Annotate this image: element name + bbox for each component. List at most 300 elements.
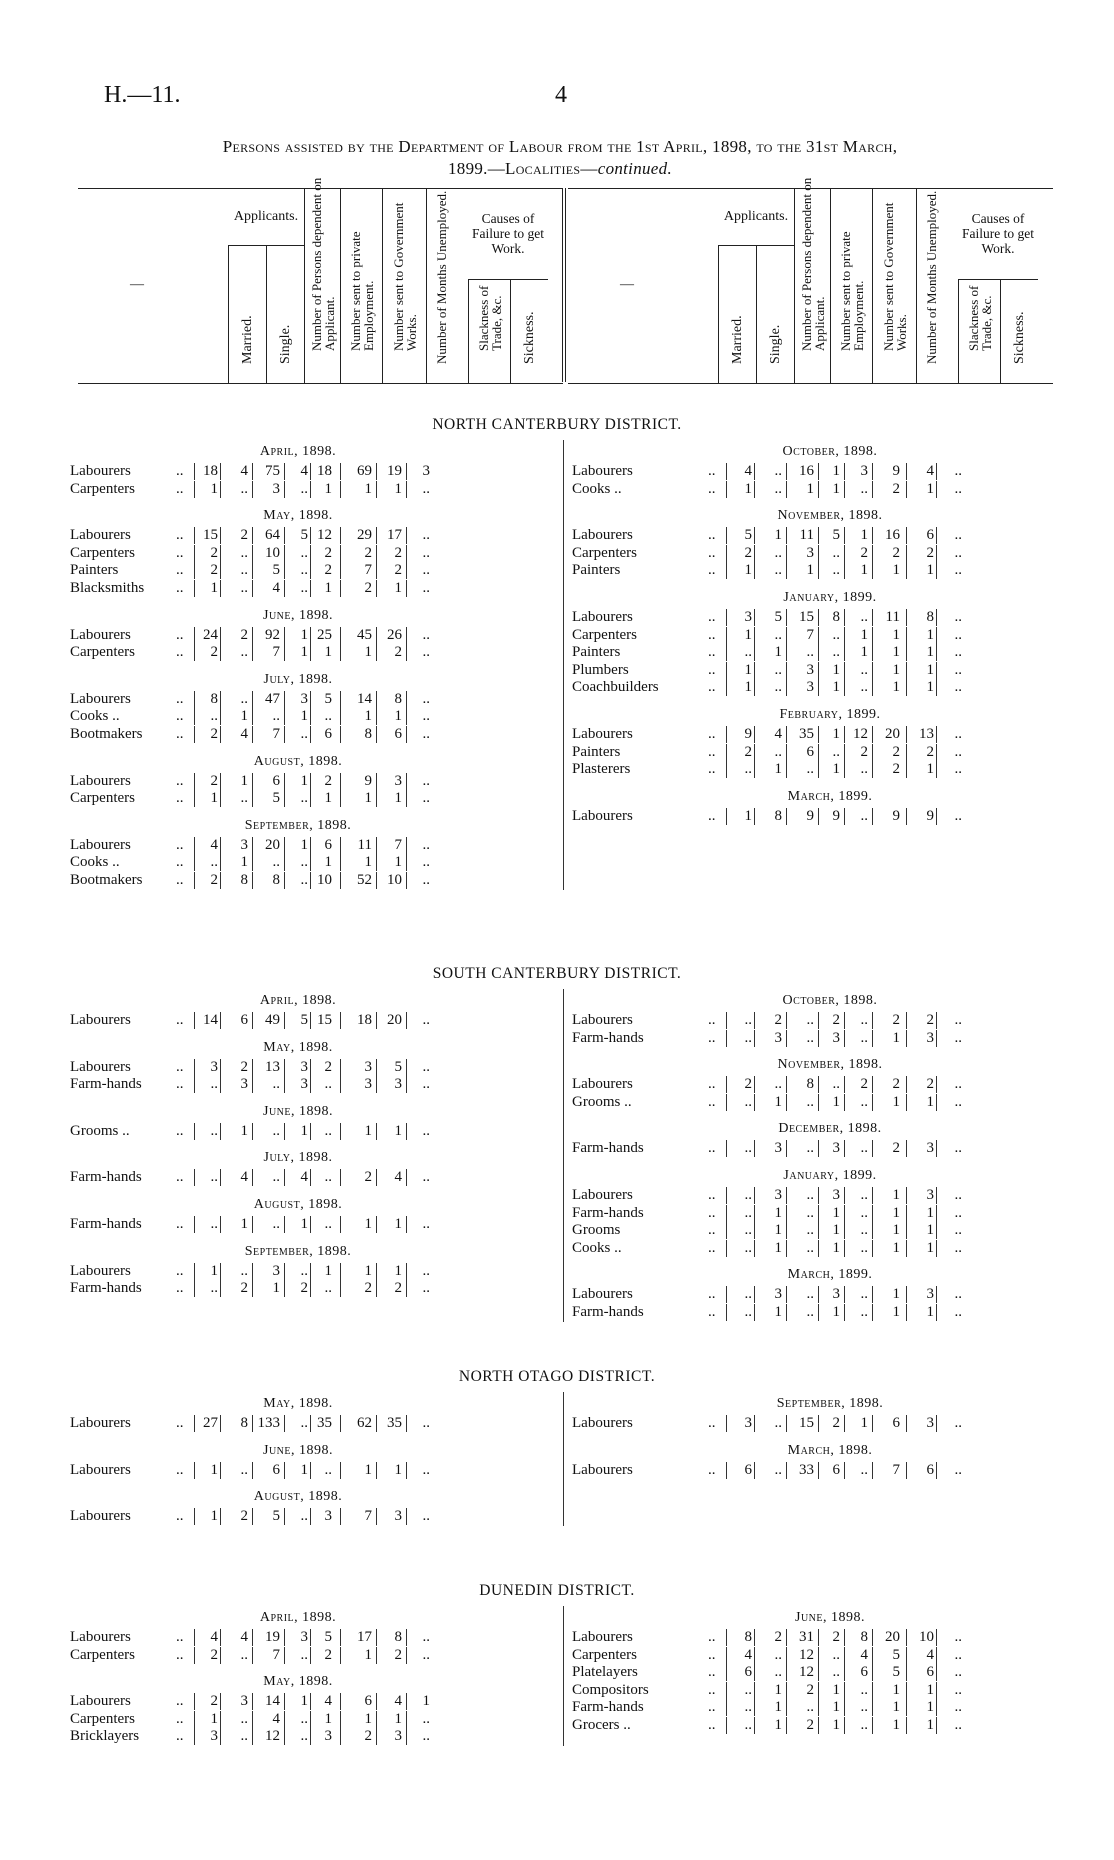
cell-rule [844,1286,845,1303]
cell-rule [818,1187,819,1204]
cell-rule [818,1094,819,1111]
cell-value: 4 [300,1169,308,1186]
cell-value: .. [954,644,962,661]
leader-dots: .. [176,836,184,853]
cell-value: 15 [203,527,218,544]
cell-rule [376,1693,377,1710]
column-separator [563,1392,564,1526]
cell-rule [786,1140,787,1157]
month-heading: April, 1898. [259,444,337,459]
cell-rule [872,744,873,761]
leader-dots: .. [708,1664,716,1681]
row-rule [726,1647,727,1664]
cell-value: .. [422,562,430,579]
cell-rule [406,463,407,480]
leader-dots: .. [176,1693,184,1710]
table-row [572,627,1042,644]
cell-rule [340,726,341,743]
month-heading: March, 1899. [787,1267,873,1283]
cell-value: 1 [394,1710,402,1727]
cell-rule [872,1012,873,1029]
occupation-label: Labourers [70,1262,131,1279]
cell-rule [936,726,937,743]
table-row [572,1462,1042,1479]
cell-rule [310,562,311,579]
cell-rule [252,837,253,854]
cell-rule [220,872,221,889]
cell-rule [872,562,873,579]
cell-rule [310,1693,311,1710]
cell-rule [936,1222,937,1239]
cell-value: .. [422,1646,430,1663]
cell-value: 8 [240,872,248,888]
cell-value: 1 [364,644,372,661]
cell-value: 8 [806,1076,814,1093]
leader-dots: .. [176,1280,184,1297]
row-rule [726,1240,727,1257]
cell-rule [754,679,755,696]
cell-rule [936,463,937,480]
table-row [70,580,540,597]
cell-value: .. [210,1122,218,1139]
leader-dots: .. [708,609,716,625]
cell-value: 4 [744,463,752,479]
cell-value: 17 [357,1629,372,1645]
occupation-label: Plasterers [572,761,631,778]
leader-dots: .. [176,1058,184,1075]
table-row [70,726,540,743]
cell-rule [754,1699,755,1716]
table-row [70,463,540,480]
cell-rule [252,627,253,644]
occupation-label: Bootmakers [70,726,143,742]
cell-rule [936,644,937,661]
cell-rule [220,790,221,807]
header-col-label: Number of Months Unemployed. [434,190,449,364]
cell-value: .. [954,463,962,479]
cell-value: .. [744,1286,752,1303]
cell-rule [284,872,285,889]
cell-rule [284,1059,285,1076]
column-separator [563,989,564,1322]
month-heading: May, 1898. [263,1674,333,1690]
cell-rule [310,627,311,644]
month-heading: June, 1898. [263,607,333,623]
occupation-label: Farm-hands [70,1076,142,1093]
cell-value: 1 [832,1717,840,1733]
occupation-label: Labourers [572,807,633,824]
cell-value: 3 [240,1693,248,1710]
cell-value: .. [860,1681,868,1698]
cell-value: .. [240,690,248,707]
table-row [70,562,540,579]
cell-rule [786,644,787,661]
month-heading: April, 1898. [259,1610,337,1625]
table-row [70,1508,540,1525]
cell-rule [284,1647,285,1664]
cell-rule [844,726,845,743]
cell-rule [906,1012,907,1029]
cell-value: .. [860,609,868,625]
cell-value: .. [422,1012,430,1028]
cell-rule [906,1415,907,1432]
table-row [572,679,1042,696]
cell-rule [786,1094,787,1111]
occupation-label: Farm-hands [70,1280,142,1297]
cell-value: .. [774,626,782,643]
cell-value: .. [774,1664,782,1681]
cell-value: 4 [324,1693,332,1710]
cell-value: 33 [799,1461,814,1478]
leader-dots: .. [176,1728,184,1745]
header-col-label: Sickness. [522,311,537,364]
cell-value: 3 [272,480,280,497]
table-row [70,854,540,871]
cell-value: 1 [210,480,218,497]
cell-rule [376,627,377,644]
cell-rule [818,1286,819,1303]
cell-rule [786,527,787,544]
cell-value: 1 [926,1304,934,1320]
leader-dots: .. [176,772,184,789]
cell-value: 1 [744,480,752,497]
cell-value: 1 [892,1286,900,1303]
cell-rule [376,644,377,661]
occupation-label: Labourers [572,1187,633,1203]
cell-rule [818,562,819,579]
cell-value: 6 [926,1664,934,1681]
cell-rule [284,562,285,579]
cell-value: .. [954,562,962,579]
cell-rule [220,726,221,743]
cell-value: 29 [357,527,372,544]
cell-value: 4 [210,1629,218,1645]
cell-value: 12 [853,726,868,742]
cell-rule [786,1240,787,1257]
cell-value: .. [954,1140,962,1157]
cell-value: 12 [799,1664,814,1681]
cell-value: .. [806,644,814,661]
cell-rule [376,773,377,790]
cell-value: 133 [257,1415,280,1431]
cell-rule [936,527,937,544]
cell-value: 8 [272,872,280,888]
occupation-label: Cooks .. [572,480,622,497]
cell-value: 9 [364,772,372,789]
cell-rule [220,627,221,644]
cell-rule [872,1415,873,1432]
cell-value: 2 [324,772,332,789]
cell-rule [936,1205,937,1222]
cell-rule [406,1169,407,1186]
cell-rule [906,1304,907,1321]
cell-rule [310,1728,311,1745]
cell-value: 1 [832,679,840,696]
cell-value: .. [422,1262,430,1279]
cell-rule [310,1508,311,1525]
cell-rule [406,1508,407,1525]
cell-rule [872,808,873,825]
cell-value: 3 [774,1140,782,1157]
cell-value: .. [954,661,962,678]
cell-value: .. [300,1710,308,1727]
cell-rule [754,1205,755,1222]
cell-rule [252,1263,253,1280]
cell-rule [284,1123,285,1140]
cell-rule [252,1647,253,1664]
table-row [572,1030,1042,1047]
header-col-label: Number of Persons dependent on Applicant. [799,177,827,351]
cell-rule [786,744,787,761]
cell-rule [844,1076,845,1093]
cell-value: 19 [265,1629,280,1645]
cell-value: 6 [240,1012,248,1028]
cell-rule [872,1699,873,1716]
cell-value: 1 [860,562,868,579]
cell-value: .. [324,708,332,725]
leader-dots: .. [708,1304,716,1320]
cell-rule [844,1140,845,1157]
occupation-label: Cooks .. [572,1239,622,1256]
cell-value: 12 [799,1646,814,1663]
cell-value: .. [422,872,430,888]
cell-rule [376,1728,377,1745]
cell-value: .. [832,743,840,760]
cell-rule [844,545,845,562]
cell-value: 4 [744,1646,752,1663]
cell-rule [310,1462,311,1479]
row-rule [726,1462,727,1479]
cell-rule [252,1629,253,1646]
row-rule [726,761,727,778]
month-heading: July, 1898. [263,1150,333,1166]
cell-value: 1 [744,661,752,678]
cell-rule [786,1629,787,1646]
cell-value: 8 [926,609,934,625]
cell-rule [376,1059,377,1076]
cell-value: 1 [860,1415,868,1431]
cell-value: 1 [394,790,402,807]
cell-rule [786,1205,787,1222]
cell-value: 1 [892,1681,900,1698]
cell-value: .. [422,1508,430,1525]
cell-value: .. [744,1012,752,1028]
cell-value: 1 [210,1461,218,1478]
occupation-label: Farm-hands [572,1304,644,1320]
cell-rule [406,1647,407,1664]
occupation-label: Farm-hands [70,1216,142,1232]
cell-value: 1 [926,1681,934,1698]
cell-rule [252,527,253,544]
cell-rule [872,644,873,661]
header-col-label: Married. [730,315,745,364]
cell-rule [906,627,907,644]
leader-dots: .. [708,743,716,760]
cell-rule [310,1123,311,1140]
cell-value: .. [832,1664,840,1681]
cell-value: .. [324,1216,332,1232]
district-title: SOUTH CANTERBURY DISTRICT. [432,965,682,982]
cell-rule [906,808,907,825]
cell-value: 3 [806,661,814,678]
cell-rule [754,1012,755,1029]
cell-value: 62 [357,1415,372,1431]
cell-value: 1 [892,1699,900,1716]
cell-rule [786,562,787,579]
cell-value: 10 [317,872,332,888]
cell-value: .. [300,872,308,888]
leader-dots: .. [176,854,184,871]
cell-rule [340,773,341,790]
cell-value: .. [300,1508,308,1525]
cell-value: 2 [892,544,900,561]
cell-value: 18 [203,463,218,479]
cell-rule [406,854,407,871]
cell-value: 3 [832,1286,840,1303]
cell-rule [844,761,845,778]
cell-rule [936,1076,937,1093]
cell-value: 35 [387,1415,402,1431]
cell-rule [906,662,907,679]
table-row [572,726,1042,743]
cell-rule [376,1169,377,1186]
cell-value: 5 [300,527,308,544]
cell-value: 12 [265,1728,280,1745]
cell-rule [220,691,221,708]
cell-rule [786,1286,787,1303]
cell-rule [406,1629,407,1646]
occupation-label: Labourers [70,836,131,853]
cell-value: 1 [272,1280,280,1297]
cell-value: 1 [774,761,782,778]
cell-rule [844,1664,845,1681]
cell-rule [406,708,407,725]
cell-rule [310,545,311,562]
cell-value: .. [240,790,248,807]
leader-dots: .. [708,1204,716,1221]
cell-rule [844,662,845,679]
cell-value: 13 [919,726,934,742]
cell-value: 11 [799,527,814,544]
cell-value: 4 [272,580,280,596]
cell-rule [754,1629,755,1646]
cell-value: 2 [926,1076,934,1093]
cell-rule [906,1462,907,1479]
cell-value: 6 [926,527,934,544]
cell-rule [906,463,907,480]
cell-rule [340,481,341,498]
cell-rule [906,562,907,579]
cell-rule [936,1094,937,1111]
cell-rule [406,481,407,498]
cell-rule [936,481,937,498]
cell-value: 2 [210,772,218,789]
cell-rule [284,726,285,743]
cell-value: 2 [926,544,934,561]
cell-rule [406,1693,407,1710]
cell-rule [220,463,221,480]
cell-rule [310,854,311,871]
page-ref: H.—11. [104,82,181,108]
cell-value: 1 [892,1187,900,1203]
cell-rule [818,1462,819,1479]
table-row [70,773,540,790]
cell-rule [786,1012,787,1029]
cell-value: .. [240,1262,248,1279]
cell-rule [252,708,253,725]
occupation-label: Labourers [70,1629,131,1645]
cell-rule [284,1728,285,1745]
cell-value: 12 [317,527,332,544]
cell-rule [936,808,937,825]
column-separator [563,440,564,890]
cell-rule [936,1699,937,1716]
header-col-4 [830,189,873,383]
cell-value: .. [272,1122,280,1139]
occupation-label: Labourers [70,463,131,479]
cell-rule [844,463,845,480]
cell-value: 1 [832,661,840,678]
cell-rule [376,691,377,708]
cell-value: 3 [832,1140,840,1157]
cell-value: 1 [240,1216,248,1232]
cell-rule [906,1647,907,1664]
cell-value: 1 [300,1461,308,1478]
district-title: NORTH OTAGO DISTRICT. [458,1368,656,1385]
table-row [70,1059,540,1076]
cell-value: 1 [892,626,900,643]
month-heading: March, 1898. [787,1442,873,1458]
cell-rule [406,726,407,743]
cell-rule [844,644,845,661]
cell-value: .. [324,1461,332,1478]
occupation-label: Labourers [572,1415,633,1431]
cell-rule [284,481,285,498]
cell-rule [310,691,311,708]
cell-value: 7 [892,1461,900,1478]
cell-value: 1 [832,1093,840,1110]
cell-rule [340,580,341,597]
cell-rule [818,1076,819,1093]
cell-rule [252,1280,253,1297]
cell-rule [936,1286,937,1303]
cell-rule [906,726,907,743]
cell-rule [284,1263,285,1280]
cell-value: .. [954,1646,962,1663]
cell-rule [936,1664,937,1681]
cell-value: 1 [892,1239,900,1256]
cell-rule [310,837,311,854]
leader-dots: .. [708,463,716,479]
cell-value: .. [954,1076,962,1093]
cell-rule [872,1076,873,1093]
cell-value: 7 [806,626,814,643]
cell-value: .. [954,1699,962,1716]
cell-value: .. [774,463,782,479]
leader-dots: .. [708,1415,716,1431]
cell-rule [340,1169,341,1186]
cell-value: 1 [364,1122,372,1139]
leader-dots: .. [708,726,716,742]
occupation-label: Bootmakers [70,872,143,888]
cell-value: .. [860,661,868,678]
table-row [572,744,1042,761]
cell-value: 3 [272,1262,280,1279]
cell-value: 2 [324,1058,332,1075]
row-rule [726,1286,727,1303]
cell-value: .. [272,854,280,871]
cell-rule [376,1123,377,1140]
